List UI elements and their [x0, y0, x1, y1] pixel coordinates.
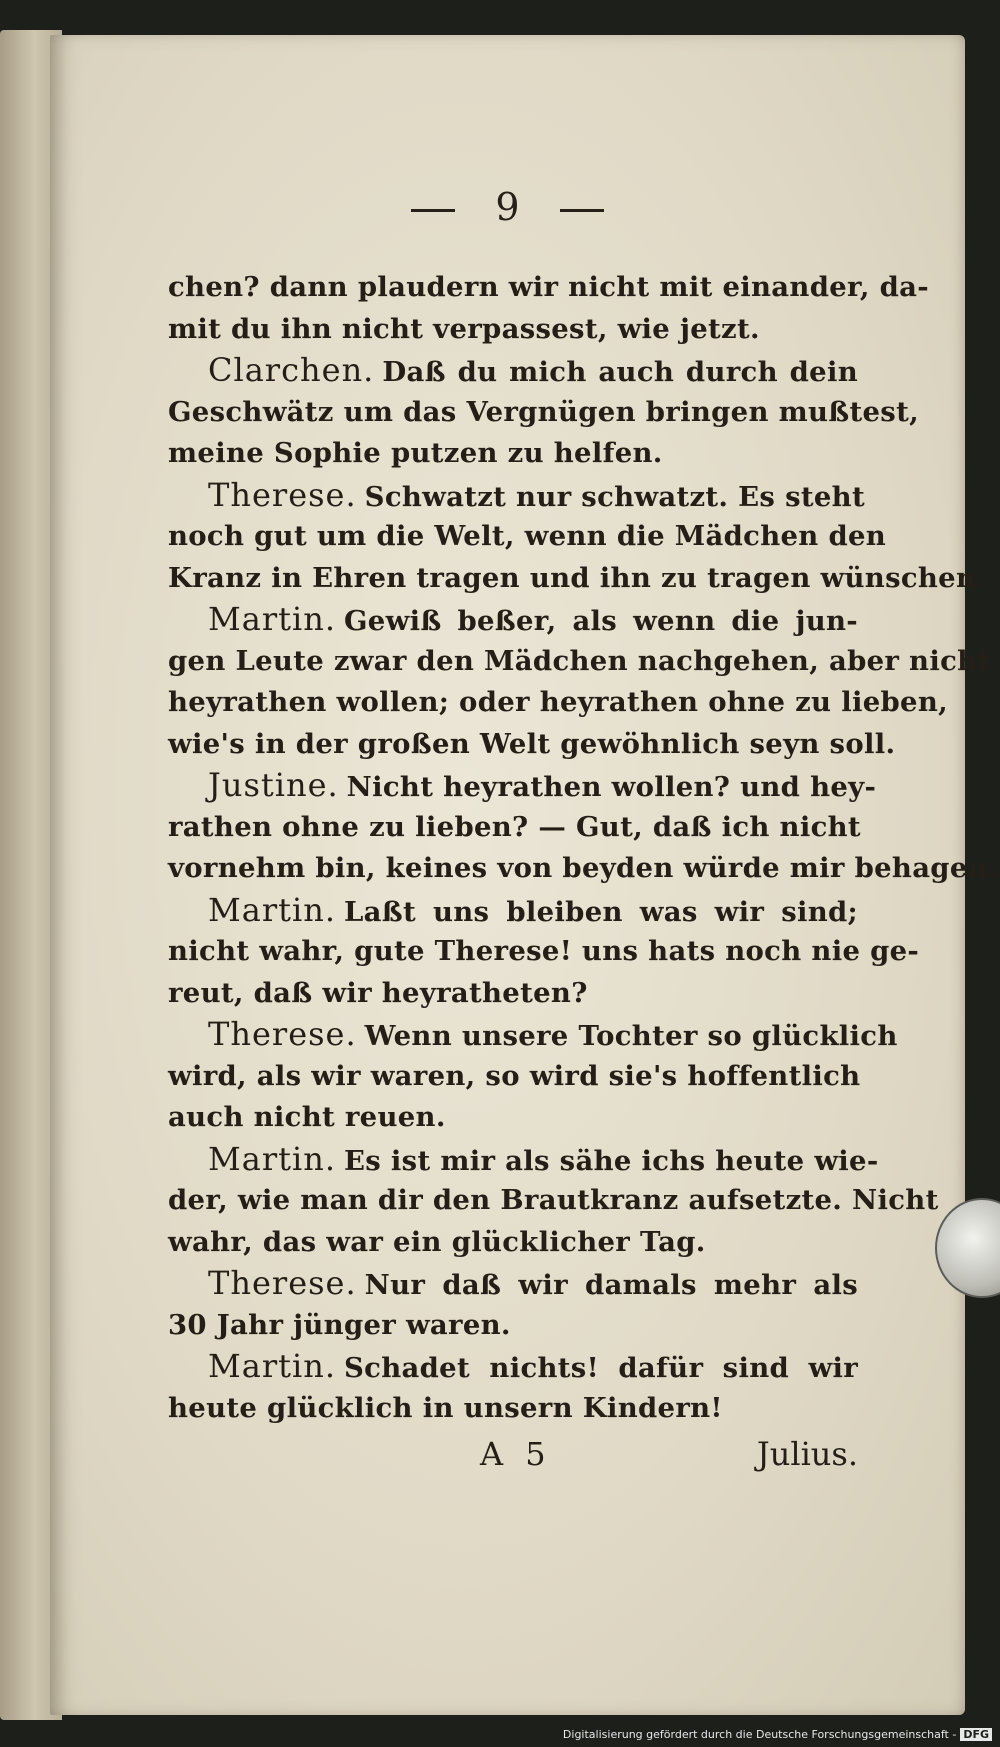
speaker-name: Therese. — [208, 1015, 357, 1053]
book-page — [50, 35, 998, 1715]
line-text: mit du ihn nicht verpassest, wie jetzt. — [168, 312, 760, 345]
line-text: Nur daß wir damals mehr als — [364, 1269, 858, 1301]
text-line — [168, 433, 858, 475]
line-text: noch gut um die Welt, wenn die Mädchen den — [168, 520, 887, 552]
text-line — [168, 1014, 898, 1056]
page-number: 9 — [495, 185, 520, 229]
line-text: heute glücklich in unsern Kindern! — [168, 1391, 723, 1424]
text-line — [168, 1056, 861, 1098]
text-line — [168, 848, 998, 890]
line-text: Laßt uns bleiben was wir sind; — [344, 895, 858, 928]
speaker-name: Martin. — [208, 890, 337, 929]
line-text: Gewiß beßer, als wenn die jun- — [344, 605, 858, 637]
line-text: wie's in der großen Welt gewöhnlich seyn soll. — [168, 727, 896, 760]
text-line — [168, 1180, 939, 1222]
line-text: Kranz in Ehren tragen und ihn zu tragen wünschen. — [168, 561, 987, 594]
text-line — [168, 1263, 858, 1305]
line-text: auch nicht reuen. — [168, 1101, 446, 1133]
speaker-name: Clarchen. — [208, 351, 375, 389]
text-line — [168, 1388, 858, 1430]
text-line — [168, 1097, 858, 1139]
line-text: wahr, das war ein glücklicher Tag. — [168, 1225, 706, 1258]
text-line — [168, 475, 865, 517]
header-dash-left — [411, 209, 455, 212]
digitization-credit — [563, 1728, 992, 1741]
text-line — [168, 599, 858, 641]
line-text: nicht wahr, gute Therese! uns hats noch nie ge- — [168, 935, 920, 967]
signature-mark: A 5 — [480, 1435, 552, 1473]
line-text: vornehm bin, keines von beyden würde mir behagen. — [168, 852, 998, 884]
text-line — [168, 267, 929, 309]
text-line — [168, 682, 948, 724]
line-text: chen? dann plaudern wir nicht mit einander, da- — [168, 271, 929, 303]
line-text: gen Leute zwar den Mädchen nachgehen, aber nicht — [168, 644, 991, 677]
text-line — [168, 765, 877, 807]
line-text: der, wie man dir den Brautkranz aufsetzte. Nicht — [168, 1184, 939, 1216]
text-line — [168, 516, 887, 558]
line-text: reut, daß wir heyratheten? — [168, 976, 588, 1009]
text-body — [168, 267, 998, 1429]
line-text: Daß du mich auch durch dein — [382, 356, 858, 388]
line-text: Nicht heyrathen wollen? und hey- — [346, 771, 877, 803]
speaker-name: Martin. — [208, 600, 337, 638]
credit-text: Digitalisierung gefördert durch die Deutsche Forschungsgemeinschaft - — [562, 1728, 957, 1741]
line-text: 30 Jahr jünger waren. — [168, 1308, 511, 1341]
text-line — [168, 1346, 858, 1388]
text-line — [168, 641, 991, 683]
speaker-name: Therese. — [208, 1264, 357, 1302]
speaker-name: Martin. — [208, 1139, 337, 1178]
text-line — [168, 931, 920, 973]
line-text: meine Sophie putzen zu helfen. — [168, 437, 663, 469]
line-text: heyrathen wollen; oder heyrathen ohne zu lieben, — [168, 686, 948, 718]
line-text: Schwatzt nur schwatzt. Es steht — [364, 480, 865, 513]
page-header — [50, 185, 965, 229]
text-line — [168, 1139, 879, 1181]
text-line — [168, 724, 896, 766]
text-line — [168, 1305, 858, 1347]
text-line — [168, 558, 987, 600]
speaker-name: Therese. — [208, 475, 357, 514]
text-line — [168, 392, 919, 434]
text-line — [168, 350, 858, 392]
line-text: Es ist mir als sähe ichs heute wie- — [344, 1144, 879, 1177]
text-line — [168, 890, 858, 932]
line-text: rathen ohne zu lieben? — Gut, daß ich nicht — [168, 810, 861, 843]
line-text: Schadet nichts! dafür sind wir — [344, 1352, 858, 1384]
text-line — [168, 309, 858, 351]
line-text: Wenn unsere Tochter so glücklich — [364, 1020, 898, 1052]
text-line — [168, 973, 858, 1015]
header-dash-right — [560, 209, 604, 212]
speaker-name: Martin. — [208, 1347, 337, 1385]
text-line — [168, 807, 861, 849]
line-text: wird, als wir waren, so wird sie's hoffentlich — [168, 1059, 861, 1092]
catchword: Julius. — [756, 1435, 858, 1473]
speaker-name: Justine. — [208, 766, 339, 804]
text-line — [168, 1222, 858, 1264]
dfg-logo: DFG — [960, 1728, 992, 1741]
line-text: Geschwätz um das Vergnügen bringen mußtest, — [168, 395, 919, 428]
